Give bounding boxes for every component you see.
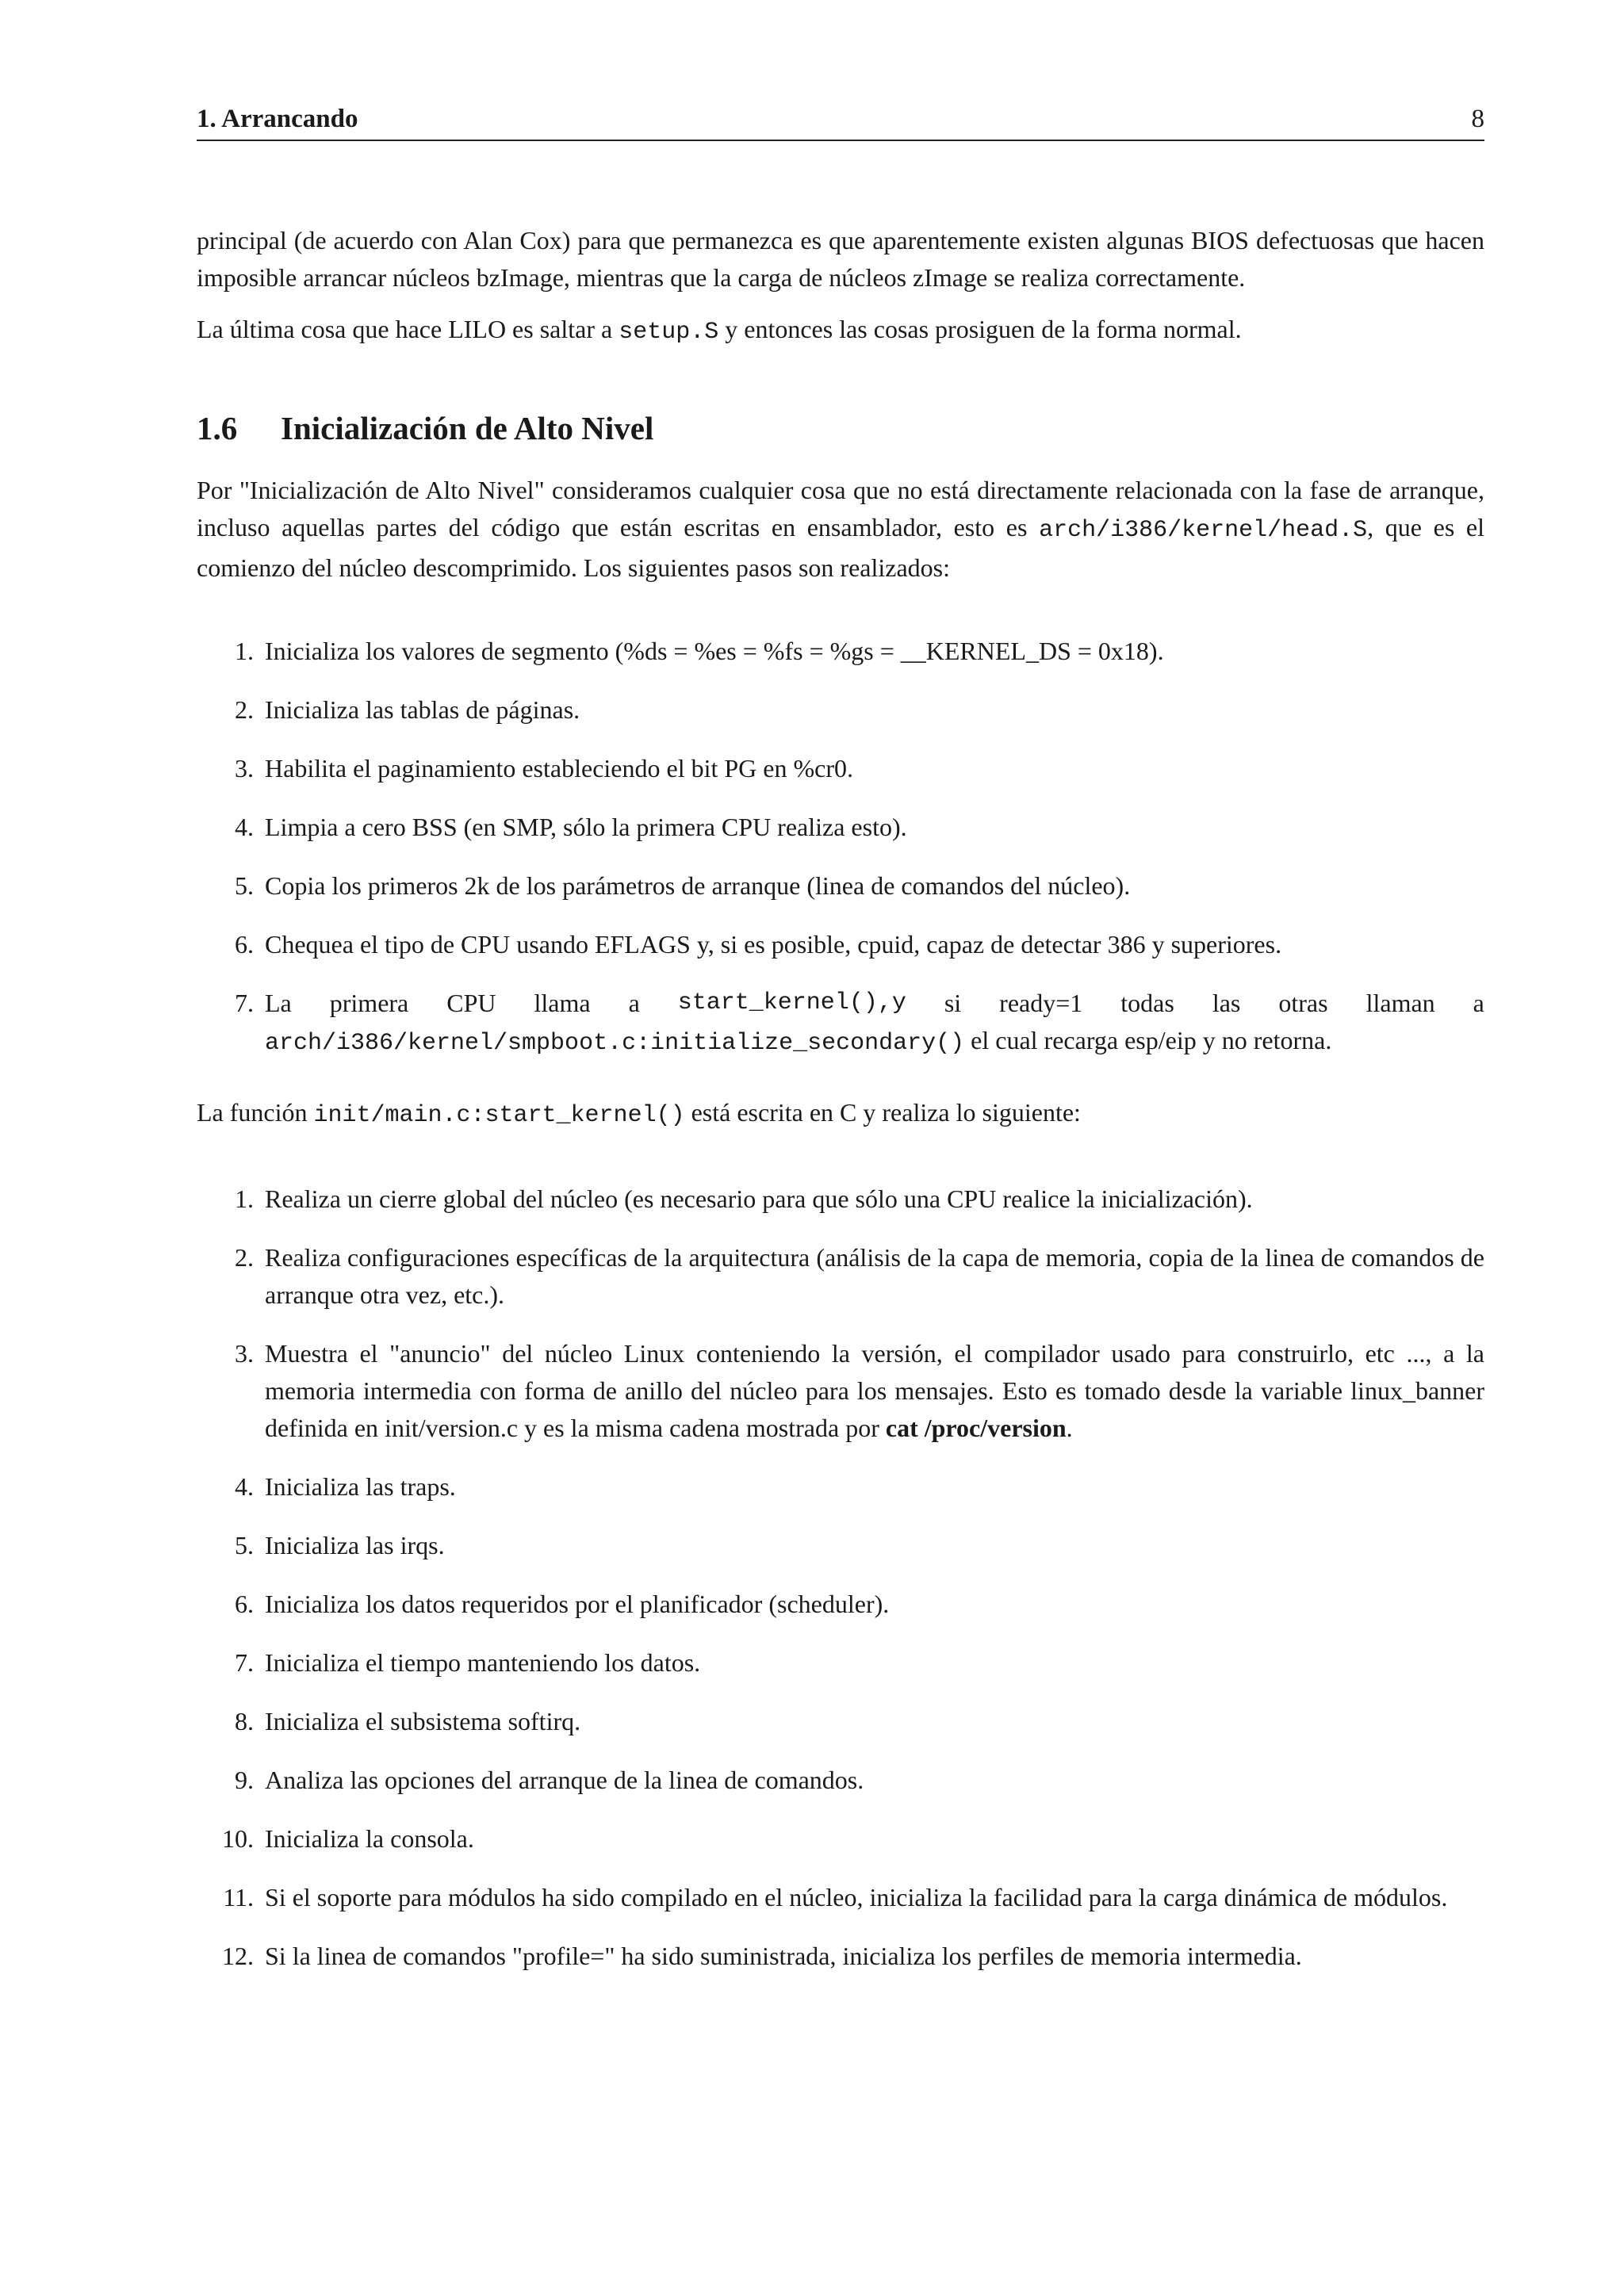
list-item: 1. Inicializa los valores de segmento (%ds = %es = %fs = %gs = __KERNEL_DS = 0x18). (235, 637, 1164, 665)
inline-code: arch/i386/kernel/head.S (1039, 517, 1368, 544)
list-item: 8. Inicializa el subsistema softirq. (235, 1707, 581, 1735)
start-kernel-paragraph: La función init/main.c:start_kernel() está escrita en C y realiza lo siguiente: (197, 1098, 1081, 1129)
list-item: 5. Copia los primeros 2k de los parámetros de arranque (linea de comandos del núcleo). (235, 871, 1131, 900)
bold-command: cat /proc/version (885, 1414, 1067, 1442)
section-title: Inicialización de Alto Nivel (281, 410, 654, 446)
list-item: 10. Inicializa la consola. (222, 1824, 474, 1853)
intro-paragraph: principal (de acuerdo con Alan Cox) para que permanezca es que aparentemente existen algunas BIOS defectuosas que hacen imposible arrancar núcleos bzImage, mientras que la carga de núcleos zImage se realiza correctamente. (197, 226, 1484, 292)
justified-line: La primera CPU llama a start_kernel(),y si ready=1 todas las otras llaman a (265, 985, 1484, 1022)
list-item: 2. Inicializa las tablas de páginas. (235, 695, 580, 724)
body-text (197, 222, 1484, 1996)
section-heading (197, 408, 1484, 448)
list-item: 4. Limpia a cero BSS (en SMP, sólo la primera CPU realiza esto). (235, 813, 907, 841)
inline-code: setup.S (619, 319, 719, 346)
start-kernel-steps-list (197, 1181, 1484, 1975)
page-number: 8 (1471, 105, 1484, 133)
inline-code: init/main.c:start_kernel() (313, 1102, 685, 1129)
boot-steps-list (197, 633, 1484, 1062)
inline-code: start_kernel(),y (677, 989, 906, 1016)
list-item: 1. Realiza un cierre global del núcleo (es necesario para que sólo una CPU realice la inicialización). (235, 1184, 1253, 1213)
list-item: 7. La primera CPU llama a start_kernel(),y si ready=1 todas las otras llaman a arch/i386/kernel/smpboot.c:initialize_secondary() el cual recarga esp/eip y no retorna. (197, 985, 1484, 1062)
section-intro-paragraph: Por "Inicialización de Alto Nivel" consideramos cualquier cosa que no está directamente relacionada con la fase de arranque, incluso aquellas partes del código que están escritas en ensamblador, esto es arch/i386/kernel/head.S, que es el comienzo del núcleo descomprimido. Los siguientes pasos son realizados: (197, 476, 1485, 582)
list-item: 6. Chequea el tipo de CPU usando EFLAGS y, si es posible, cpuid, capaz de detectar 386 y superiores. (235, 930, 1282, 959)
lilo-paragraph: La última cosa que hace LILO es saltar a setup.S y entonces las cosas prosiguen de la forma normal. (197, 315, 1242, 346)
list-item: 9. Analiza las opciones del arranque de la linea de comandos. (235, 1766, 864, 1794)
list-item: 4. Inicializa las traps. (235, 1472, 456, 1501)
running-header (197, 105, 1484, 141)
list-item: 11. Si el soporte para módulos ha sido compilado en el núcleo, inicializa la facilidad para la carga dinámica de módulos. (223, 1883, 1448, 1911)
list-item: 12. Si la linea de comandos "profile=" ha sido suministrada, inicializa los perfiles de memoria intermedia. (222, 1942, 1302, 1970)
chapter-title: 1. Arrancando (197, 105, 358, 133)
list-item: 2. Realiza configuraciones específicas de la arquitectura (análisis de la capa de memoria, copia de la linea de comandos de arranque otra vez, etc.). (235, 1243, 1484, 1309)
list-item: 3. Habilita el paginamiento estableciendo el bit PG en %cr0. (235, 754, 853, 783)
list-item: 3. Muestra el "anuncio" del núcleo Linux conteniendo la versión, el compilador usado para construirlo, etc ..., a la memoria intermedia con forma de anillo del núcleo para los mensajes. Esto es tomado desde la variable linux_banner definida en init/version.c y es la misma cadena mostrada por cat /proc/version. (235, 1339, 1484, 1442)
list-item: 7. Inicializa el tiempo manteniendo los datos. (235, 1648, 701, 1677)
list-item: 5. Inicializa las irqs. (235, 1531, 445, 1559)
list-item: 6. Inicializa los datos requeridos por el planificador (scheduler). (235, 1590, 890, 1618)
section-number: 1.6 (197, 410, 238, 446)
inline-code: arch/i386/kernel/smpboot.c:initialize_secondary() (265, 1030, 965, 1057)
